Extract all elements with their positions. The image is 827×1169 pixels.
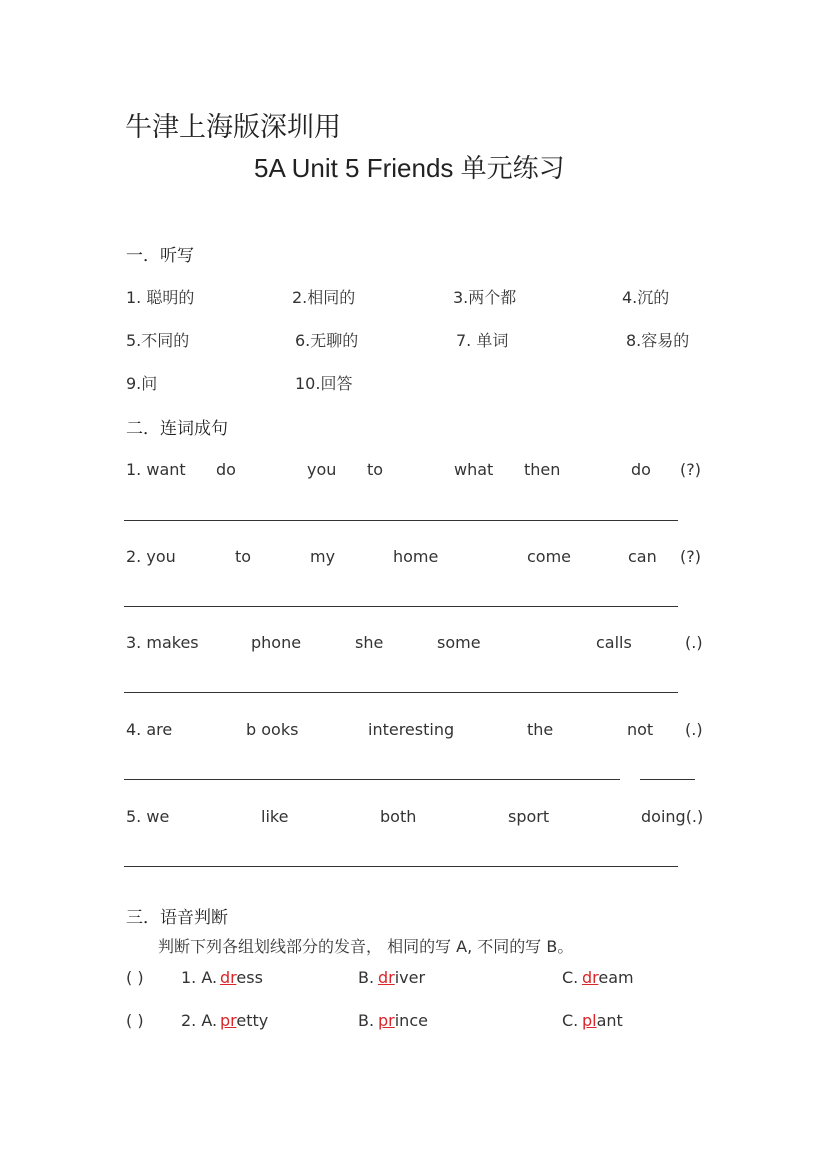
section3-heading: 三．语音判断 <box>126 908 228 928</box>
section1-heading: 一．听写 <box>126 246 194 266</box>
underlined-letters: dr <box>220 968 237 987</box>
word: 2. you <box>126 547 176 566</box>
word: come <box>527 547 572 566</box>
word: 5. we <box>126 807 170 826</box>
unit-title: 5A Unit 5 Friends 单元练习 <box>254 153 565 183</box>
section3-instruction: 判断下列各组划线部分的发音， 相同的写 A, 不同的写 B。 <box>158 937 574 956</box>
dictation-item: 1. 聪明的 <box>126 288 195 307</box>
underlined-letters: dr <box>582 968 599 987</box>
word: doing(.) <box>641 807 704 826</box>
dictation-item: 4.沉的 <box>622 288 670 307</box>
publisher-title: 牛津上海版深圳用 <box>125 112 341 143</box>
word: what <box>454 460 494 479</box>
dictation-item: 7. 单词 <box>456 331 509 350</box>
word: sport <box>508 807 550 826</box>
word: not <box>627 720 654 739</box>
word: to <box>235 547 252 566</box>
word: my <box>310 547 336 566</box>
option-b: prince <box>378 1011 428 1030</box>
word: then <box>524 460 561 479</box>
answer-line[interactable] <box>124 606 678 607</box>
question-label: 1. A. <box>181 968 218 987</box>
answer-line[interactable] <box>124 866 678 867</box>
underlined-letters: pr <box>220 1011 237 1030</box>
option-b-label: B. <box>358 968 375 987</box>
word: do <box>216 460 236 479</box>
option-c: dream <box>582 968 634 987</box>
answer-line[interactable] <box>124 692 678 693</box>
answer-parens[interactable]: ( ) <box>126 968 144 987</box>
word: 3. makes <box>126 633 199 652</box>
word: calls <box>596 633 632 652</box>
underlined-letters: pl <box>582 1011 597 1030</box>
word: interesting <box>368 720 455 739</box>
option-c-label: C. <box>562 968 579 987</box>
word: to <box>367 460 384 479</box>
dictation-item: 5.不同的 <box>126 331 190 350</box>
answer-parens[interactable]: ( ) <box>126 1011 144 1030</box>
dictation-item: 9.问 <box>126 374 158 393</box>
word: 1. want <box>126 460 186 479</box>
word: 4. are <box>126 720 173 739</box>
option-c: plant <box>582 1011 623 1030</box>
answer-line[interactable] <box>124 779 620 780</box>
dictation-item: 6.无聊的 <box>295 331 359 350</box>
word: like <box>261 807 289 826</box>
answer-line[interactable] <box>124 520 678 521</box>
option-c-label: C. <box>562 1011 579 1030</box>
underlined-letters: dr <box>378 968 395 987</box>
word: b ooks <box>246 720 299 739</box>
question-label: 2. A. <box>181 1011 218 1030</box>
word: (.) <box>685 633 703 652</box>
word: (?) <box>680 460 701 479</box>
option-a: pretty <box>220 1011 269 1030</box>
word: both <box>380 807 417 826</box>
word: phone <box>251 633 302 652</box>
answer-line[interactable] <box>640 779 695 780</box>
word: home <box>393 547 439 566</box>
dictation-item: 3.两个都 <box>453 288 517 307</box>
section2-heading: 二．连词成句 <box>126 419 228 439</box>
option-b: driver <box>378 968 426 987</box>
dictation-item: 10.回答 <box>295 374 353 393</box>
option-b-label: B. <box>358 1011 375 1030</box>
dictation-item: 8.容易的 <box>626 331 690 350</box>
word: you <box>307 460 337 479</box>
word: (?) <box>680 547 701 566</box>
underlined-letters: pr <box>378 1011 395 1030</box>
word: do <box>631 460 651 479</box>
word: the <box>527 720 554 739</box>
dictation-item: 2.相同的 <box>292 288 356 307</box>
word: some <box>437 633 481 652</box>
word: she <box>355 633 384 652</box>
word: can <box>628 547 657 566</box>
option-a: dress <box>220 968 263 987</box>
word: (.) <box>685 720 703 739</box>
